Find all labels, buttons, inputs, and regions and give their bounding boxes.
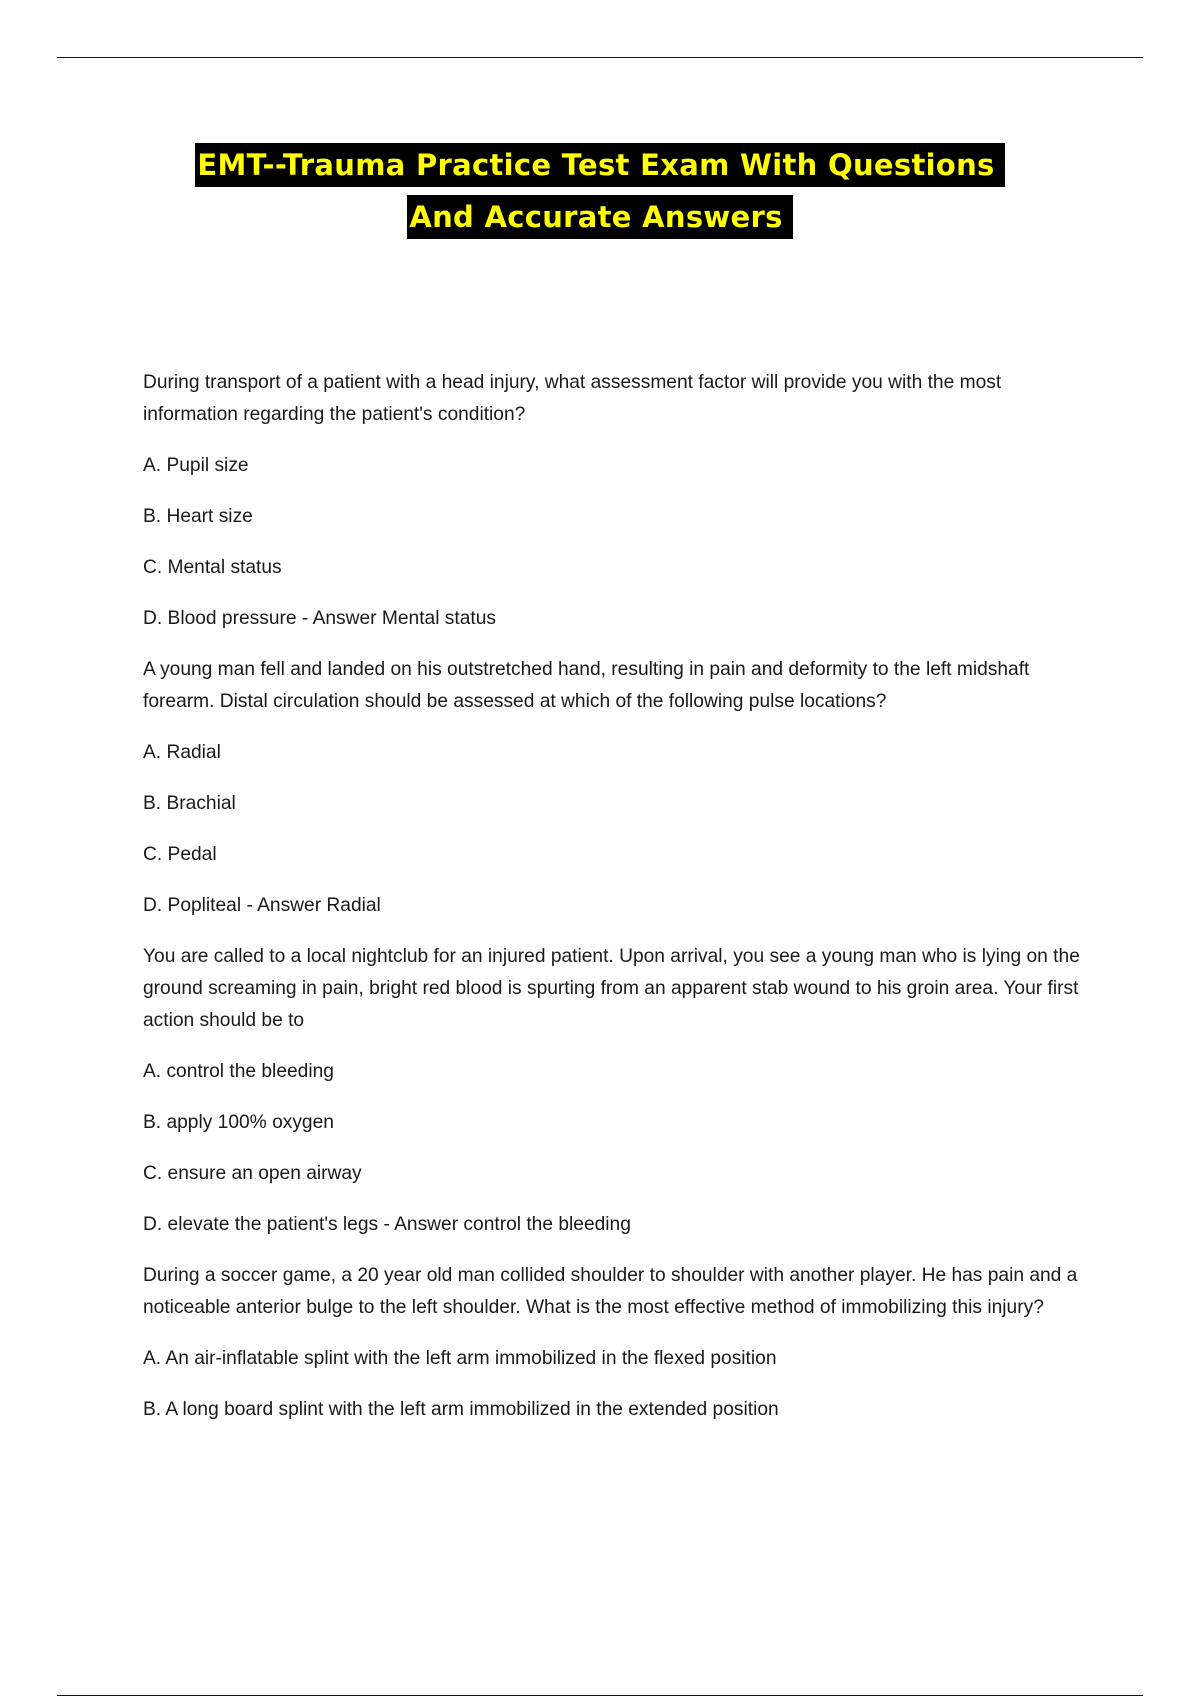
answer-option: D. Blood pressure - Answer Mental status <box>143 608 496 629</box>
answer-option: B. A long board splint with the left arm immobilized in the extended position <box>143 1399 779 1420</box>
answer-option: A. An air-inflatable splint with the left arm immobilized in the flexed position <box>143 1348 777 1369</box>
answer-option: B. apply 100% oxygen <box>143 1112 334 1133</box>
question-text: A young man fell and landed on his outstretched hand, resulting in pain and deformity to the left midshaft forearm. Distal circulation should be assessed at which of the following pulse locations? <box>143 659 1030 712</box>
question-block-2 <box>143 654 1083 922</box>
answer-option: C. Pedal <box>143 844 217 865</box>
title-line-1: EMT--Trauma Practice Test Exam With Questions <box>195 143 1004 187</box>
answer-option: B. Heart size <box>143 506 253 527</box>
question-text: You are called to a local nightclub for an injured patient. Upon arrival, you see a young man who is lying on the ground screaming in pain, bright red blood is spurting from an apparent stab wound to his groin area. Your first action should be to <box>143 946 1080 1031</box>
document-title <box>0 143 1200 247</box>
question-text: During a soccer game, a 20 year old man collided shoulder to shoulder with another player. He has pain and a noticeable anterior bulge to the left shoulder. What is the most effective method of immobilizing this injury? <box>143 1265 1078 1318</box>
answer-option: A. Pupil size <box>143 455 249 476</box>
answer-option: A. control the bleeding <box>143 1061 334 1082</box>
answer-option: D. elevate the patient's legs - Answer control the bleeding <box>143 1214 631 1235</box>
answer-option: A. Radial <box>143 742 221 763</box>
answer-option: B. Brachial <box>143 793 236 814</box>
question-block-4 <box>143 1260 1083 1426</box>
question-block-1 <box>143 367 1083 635</box>
document-body <box>143 367 1083 1445</box>
question-block-3 <box>143 941 1083 1241</box>
answer-option: C. ensure an open airway <box>143 1163 362 1184</box>
title-line-2: And Accurate Answers <box>407 195 792 239</box>
answer-option: D. Popliteal - Answer Radial <box>143 895 381 916</box>
question-text: During transport of a patient with a head injury, what assessment factor will provide you with the most information regarding the patient's condition? <box>143 372 1002 425</box>
answer-option: C. Mental status <box>143 557 282 578</box>
header-rule <box>57 57 1143 58</box>
footer-rule <box>57 1695 1143 1696</box>
